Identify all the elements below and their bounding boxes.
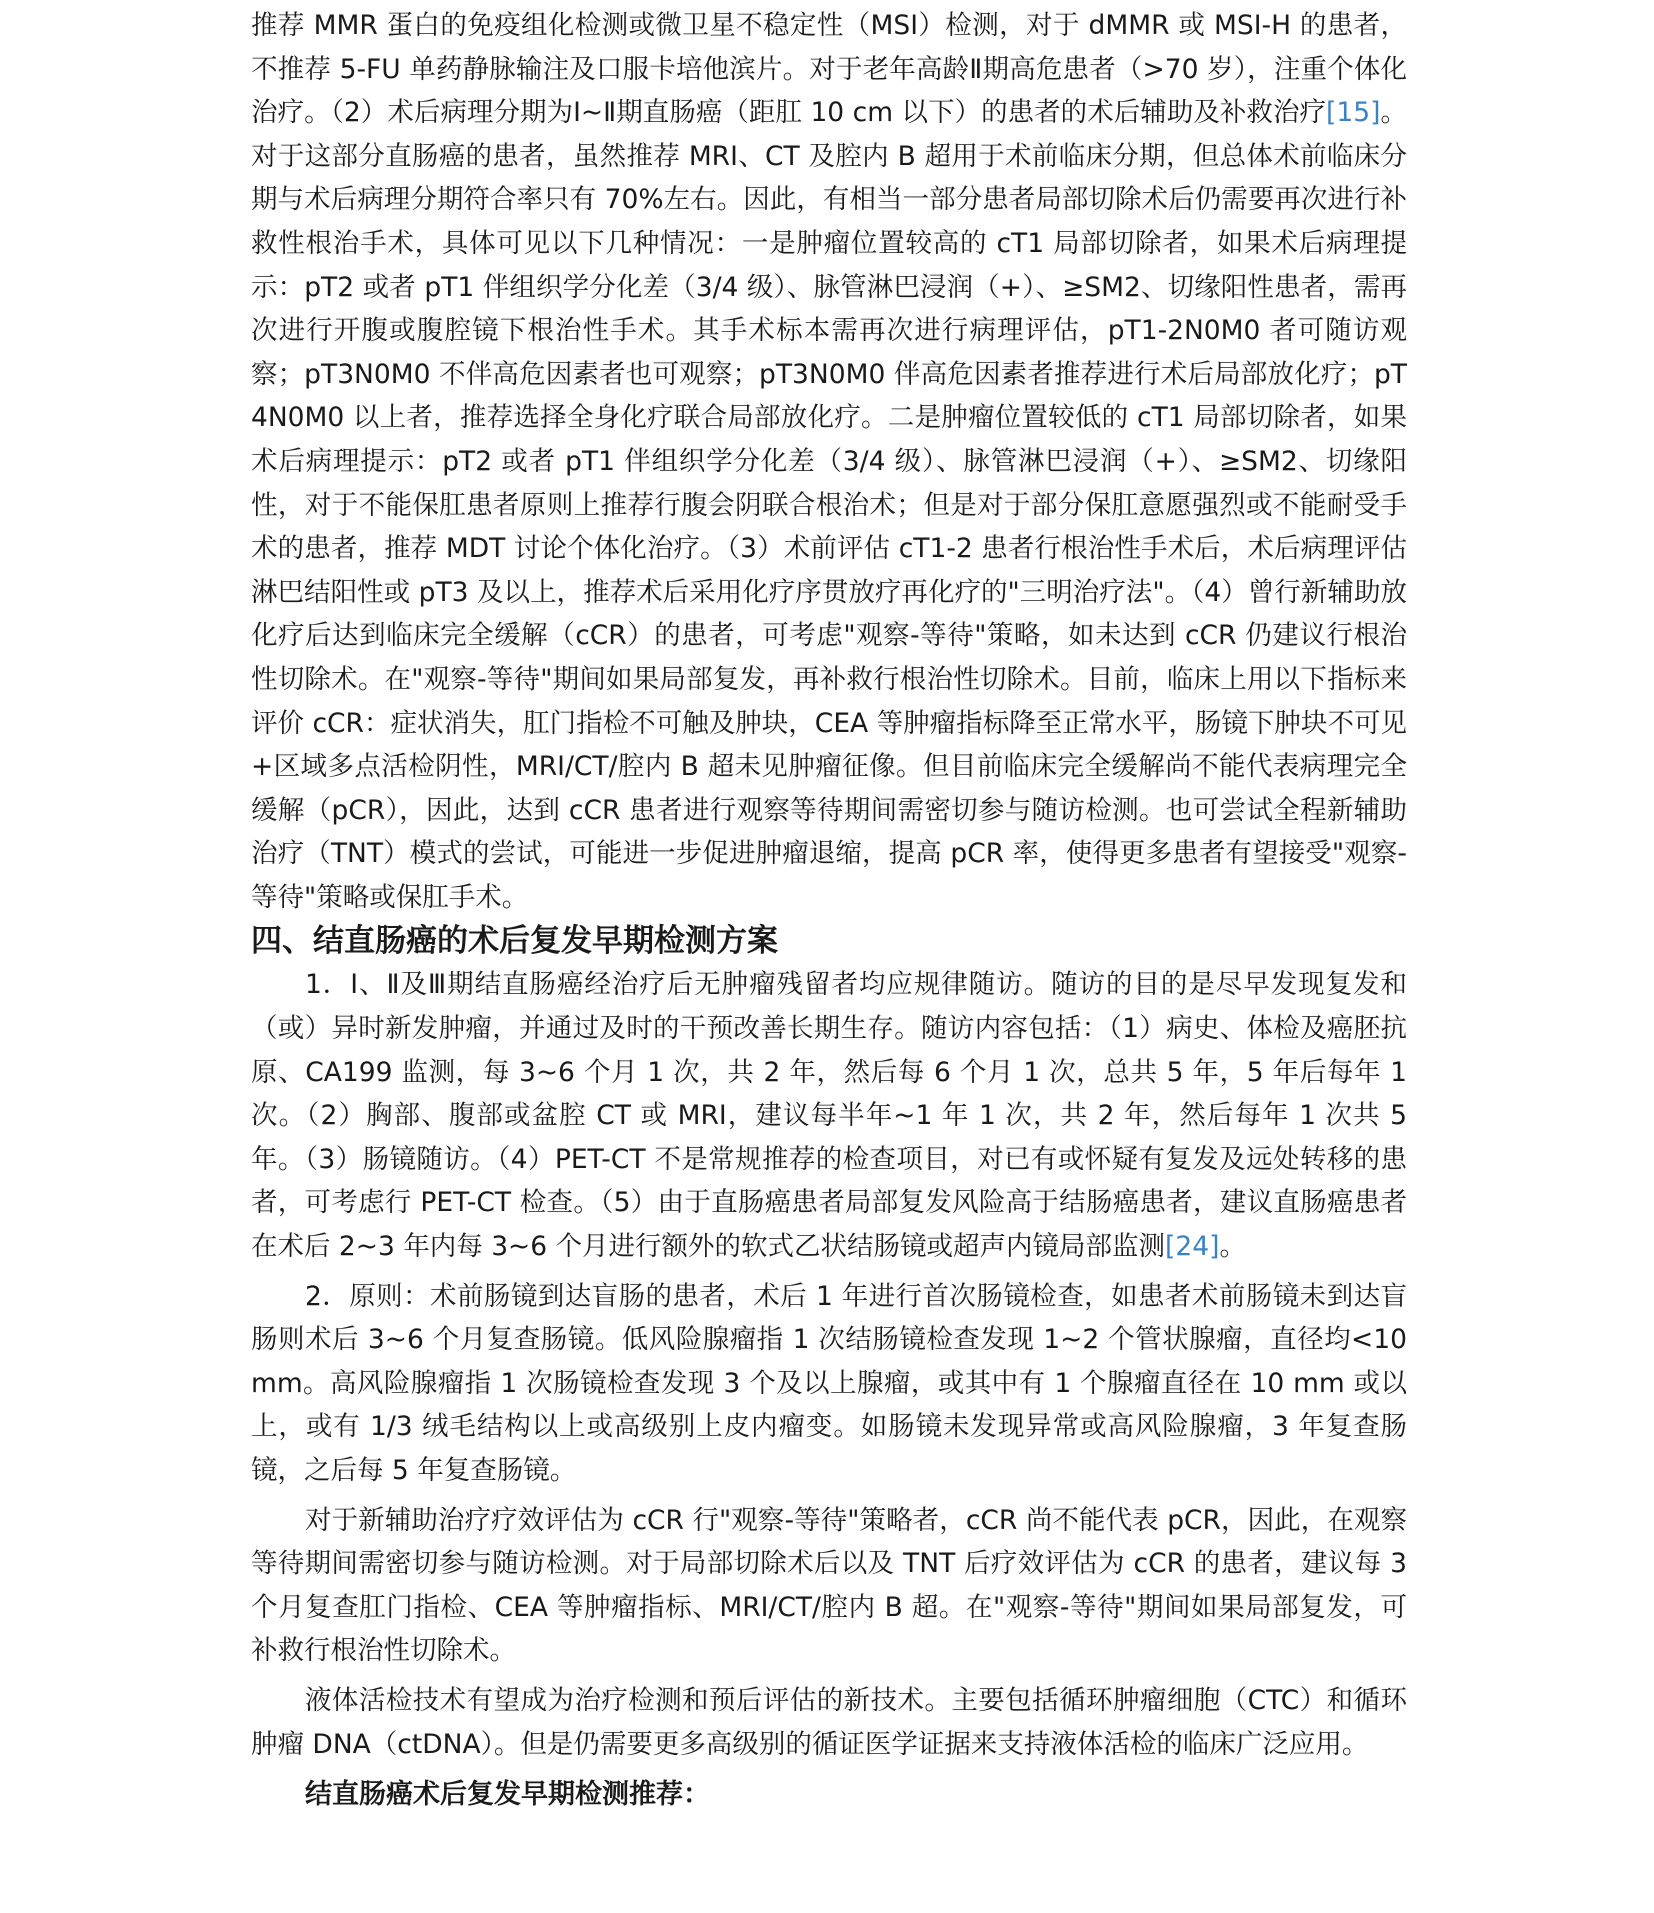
section-heading: 四、结直肠癌的术后复发早期检测方案 — [251, 923, 778, 960]
paragraph-end-mark: 。 — [1219, 1231, 1246, 1263]
paragraph-followup-1 — [251, 963, 1407, 1268]
recommendation-subheading: 结直肠癌术后复发早期检测推荐： — [305, 1779, 710, 1811]
paragraph-text: 推荐 MMR 蛋白的免疫组化检测或微卫星不稳定性（MSI）检测，对于 dMMR 或 MSI-H 的患者，不推荐 5-FU 单药静脉输注及口服卡培他滨片。对于老年高龄Ⅱ期高危患者（>70 岁），注重个体化治疗。（2）术后病理分期为Ⅰ~Ⅱ期直肠癌（距肛 10 cm 以下）的患者的术后辅助及补救治疗 — [251, 10, 1407, 129]
paragraph-followup-2: 2．原则：术前肠镜到达盲肠的患者，术后 1 年进行首次肠镜检查，如患者术前肠镜未到达盲肠则术后 3~6 个月复查肠镜。低风险腺瘤指 1 次结肠镜检查发现 1~2 个管状腺瘤，直径均<10 mm。高风险腺瘤指 1 次肠镜检查发现 3 个及以上腺瘤，或其中有 1 个腺瘤直径在 10 mm 或以上，或有 1/3 绒毛结构以上或高级别上皮内瘤变。如肠镜未发现异常或高风险腺瘤，3 年复查肠镜，之后每 5 年复查肠镜。 — [251, 1280, 1407, 1486]
citation-link-24[interactable]: [24] — [1165, 1231, 1220, 1263]
paragraph-rectal-adjuvant — [251, 4, 1407, 919]
paragraph-text-continued: 。对于这部分直肠癌的患者，虽然推荐 MRI、CT 及腔内 B 超用于术前临床分期，但总体术前临床分期与术后病理分期符合率只有 70%左右。因此，有相当一部分患者局部切除术后仍需要再次进行补救性根治手术，具体可见以下几种情况：一是肿瘤位置较高的 cT1 局部切除者，如果术后病理提示：pT2 或者 pT1 伴组织学分化差（3/4 级）、脉管淋巴浸润（+）、≥SM2、切缘阳性患者，需再次进行开腹或腹腔镜下根治性手术。其手术标本需再次进行病理评估，pT1-2N0M0 者可随访观察；pT3N0M0 不伴高危因素者也可观察；pT3N0M0 伴高危因素者推荐进行术后局部放化疗；pT4N0M0 以上者，推荐选择全身化疗联合局部放化疗。二是肿瘤位置较低的 cT1 局部切除者，如果术后病理提示：pT2 或者 pT1 伴组织学分化差（3/4 级）、脉管淋巴浸润（+）、≥SM2、切缘阳性，对于不能保肛患者原则上推荐行腹会阴联合根治术；但是对于部分保肛意愿强烈或不能耐受手术的患者，推荐 MDT 讨论个体化治疗。（3）术前评估 cT1-2 患者行根治性手术后，术后病理评估淋巴结阳性或 pT3 及以上，推荐术后采用化疗序贯放疗再化疗的"三明治疗法"。（4）曾行新辅助放化疗后达到临床完全缓解（cCR）的患者，可考虑"观察-等待"策略，如未达到 cCR 仍建议行根治性切除术。在"观察-等待"期间如果局部复发，再补救行根治性切除术。目前，临床上用以下指标来评价 cCR：症状消失，肛门指检不可触及肿块，CEA 等肿瘤指标降至正常水平，肠镜下肿块不可见+区域多点活检阴性，MRI/CT/腔内 B 超未见肿瘤征像。但目前临床完全缓解尚不能代表病理完全缓解（pCR），因此，达到 cCR 患者进行观察等待期间需密切参与随访检测。也可尝试全程新辅助治疗（TNT）模式的尝试，可能进一步促进肿瘤退缩，提高 pCR 率，使得更多患者有望接受"观察-等待"策略或保肛手术。 — [251, 97, 1407, 913]
citation-link-15[interactable]: [15] — [1326, 97, 1381, 129]
paragraph-text: 1．Ⅰ、Ⅱ及Ⅲ期结直肠癌经治疗后无肿瘤残留者均应规律随访。随访的目的是尽早发现复发和（或）异时新发肿瘤，并通过及时的干预改善长期生存。随访内容包括：（1）病史、体检及癌胚抗原、CA199 监测，每 3~6 个月 1 次，共 2 年，然后每 6 个月 1 次，总共 5 年，5 年后每年 1 次。（2）胸部、腹部或盆腔 CT 或 MRI，建议每半年~1 年 1 次，共 2 年，然后每年 1 次共 5 年。（3）肠镜随访。（4）PET-CT 不是常规推荐的检查项目，对已有或怀疑有复发及远处转移的患者，可考虑行 PET-CT 检查。（5）由于直肠癌患者局部复发风险高于结肠癌患者，建议直肠癌患者在术后 2~3 年内每 3~6 个月进行额外的软式乙状结肠镜或超声内镜局部监测 — [251, 969, 1407, 1263]
document-page — [251, 0, 1407, 1818]
paragraph-liquid-biopsy: 液体活检技术有望成为治疗检测和预后评估的新技术。主要包括循环肿瘤细胞（CTC）和循环肿瘤 DNA（ctDNA）。但是仍需要更多高级别的循证医学证据来支持液体活检的临床广泛应用。 — [251, 1684, 1407, 1760]
paragraph-ccr-watch-wait: 对于新辅助治疗疗效评估为 cCR 行"观察-等待"策略者，cCR 尚不能代表 pCR，因此，在观察等待期间需密切参与随访检测。对于局部切除术后以及 TNT 后疗效评估为 cCR 的患者，建议每 3 个月复查肛门指检、CEA 等肿瘤指标、MRI/CT/腔内 B 超。在"观察-等待"期间如果局部复发，可补救行根治性切除术。 — [251, 1504, 1407, 1667]
